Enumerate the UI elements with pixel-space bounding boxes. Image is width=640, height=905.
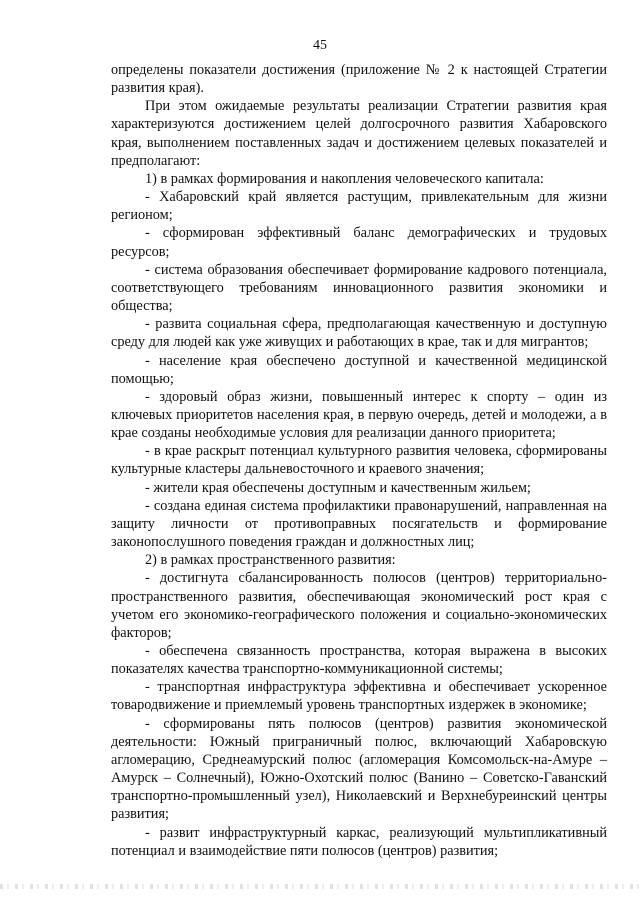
list-item: - система образования обеспечивает формирование кадрового потенциала, соответствующего требованиям инновационного развития экономики и общества; — [111, 261, 607, 315]
scan-artifact-strip — [0, 884, 640, 889]
list-item: - Хабаровский край является растущим, привлекательным для жизни регионом; — [111, 189, 607, 224]
list-item: - население края обеспечено доступной и качественной медицинской помощью; — [111, 352, 607, 387]
list-item: - здоровый образ жизни, повышенный интерес к спорту – один из ключевых приоритетов населения края, в первую очередь, детей и молодежи, а в крае созданы необходимые условия для реализации данного приоритета; — [111, 388, 607, 442]
list-item: - развит инфраструктурный каркас, реализующий мультипликативный потенциал и взаимодействие пяти полюсов (центров) развития; — [111, 824, 607, 859]
list-item: - развита социальная сфера, предполагающая качественную и доступную среду для людей как уже живущих и работающих в крае, так и для мигрантов; — [111, 316, 607, 351]
list-item: - создана единая система профилактики правонарушений, направленная на защиту личности от противоправных посягательств и формирование законопослушного поведения граждан и должностных лиц; — [111, 497, 607, 551]
list-item: - сформированы пять полюсов (центров) развития экономической деятельности: Южный приграничный полюс, включающий Хабаровскую агломерацию, Среднеамурский полюс (агломерация Комсомольск-на-Амуре – Амурск – Солнечный), Южно-Охотский полюс (Ванино – Советско-Гаванский транспортно-промышленный узел), Николаевский и Верхнебуреинский центры развития; — [111, 715, 607, 823]
list-item: - жители края обеспечены доступным и качественным жильем; — [145, 479, 531, 496]
list-item: - достигнута сбалансированность полюсов (центров) территориально-пространственного развития, обеспечивающая экономический рост края с учетом его экономико-географического положения и социально-экономических факторов; — [111, 570, 607, 641]
document-body — [111, 61, 607, 860]
list-heading: 1) в рамках формирования и накопления человеческого капитала: — [145, 170, 544, 187]
paragraph: определены показатели достижения (приложение № 2 к настоящей Стратегии развития края). — [111, 62, 607, 97]
list-item: - транспортная инфраструктура эффективна и обеспечивает ускоренное товародвижение и приемлемый уровень транспортных издержек в экономике; — [111, 679, 607, 714]
list-heading: 2) в рамках пространственного развития: — [145, 552, 396, 569]
list-item: - в крае раскрыт потенциал культурного развития человека, сформированы культурные кластеры дальневосточного и краевого значения; — [111, 443, 607, 478]
paragraph: При этом ожидаемые результаты реализации Стратегии развития края характеризуются достижением целей долгосрочного развития Хабаровского края, выполнением поставленных задач и достижением целевых показателей и предполагают: — [111, 98, 607, 169]
page-number: 45 — [313, 38, 327, 53]
list-item: - сформирован эффективный баланс демографических и трудовых ресурсов; — [111, 225, 607, 260]
list-item: - обеспечена связанность пространства, которая выражена в высоких показателях качества транспортно-коммуникационной системы; — [111, 643, 607, 678]
